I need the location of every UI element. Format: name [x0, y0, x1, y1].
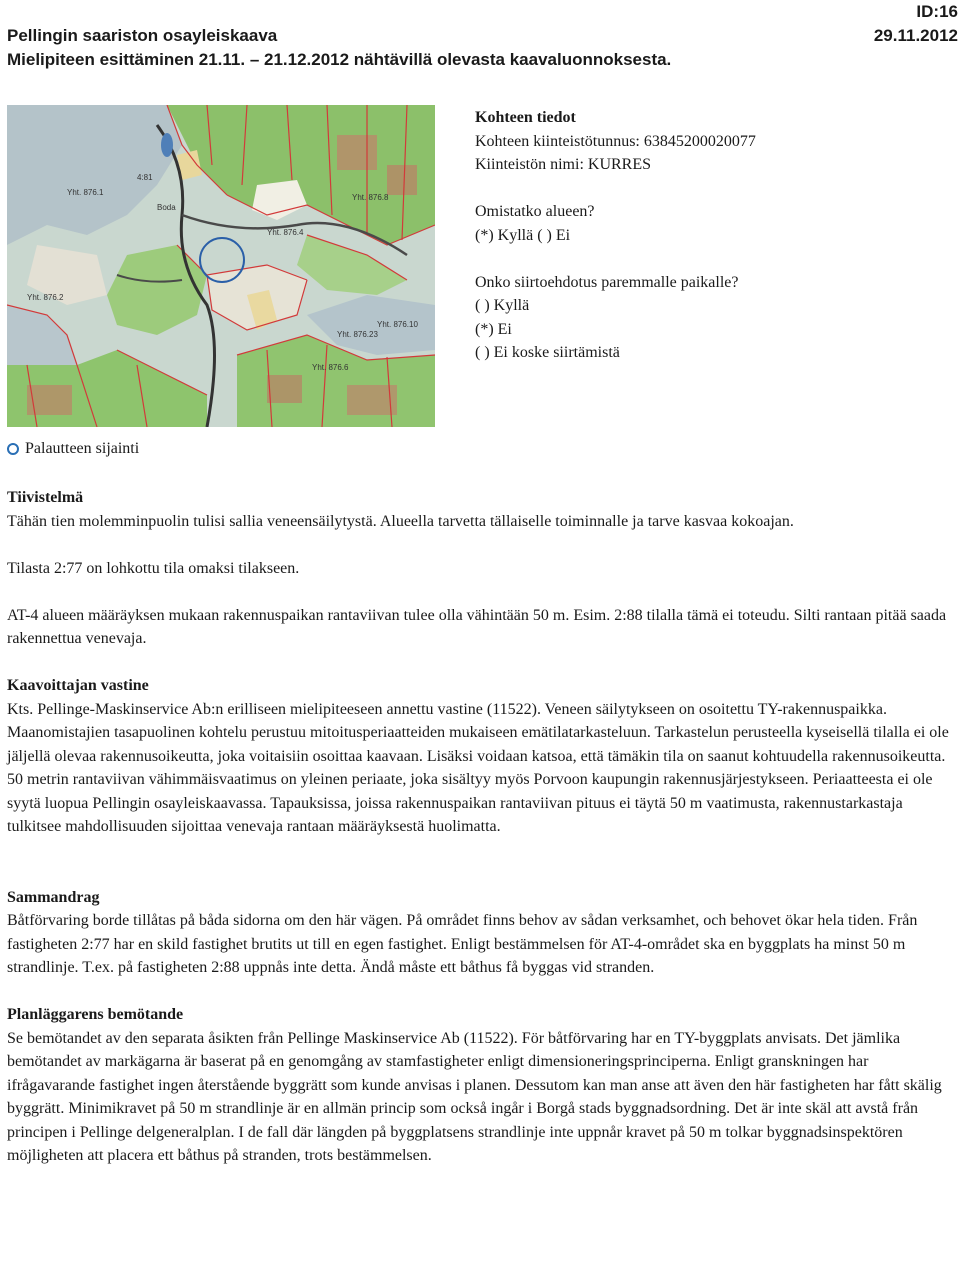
map-label: 4:81	[137, 173, 153, 182]
map-label: Boda	[157, 203, 176, 212]
summary-fi-p3: AT-4 alueen määräyksen mukaan rakennuspaikan rantaviivan tulee olla vähintään 50 m. Esim. 2:88 tilalla tämä ei toteudu. Silti rantaan pitää saada rakennettua venevaja.	[7, 606, 947, 647]
feedback-id: ID:16	[916, 2, 958, 21]
location-legend-label: Palautteen sijainti	[25, 440, 140, 457]
summary-fi-p2: Tilasta 2:77 on lohkottu tila omaksi tilakseen.	[7, 559, 300, 577]
location-marker-icon	[7, 443, 19, 455]
summary-sv-p1: Båtförvaring borde tillåtas på båda sidorna om den här vägen. På området finns behov av sådan verksamhet, och behovet ökar hela tiden. Från fastigheten 2:77 har en skild fastighet brutits ut till en egen fastighet. Enligt bestämmelsen för AT-4-området ska en byggplats ha minst 50 m strandlinje. T.ex. på fastigheten 2:88 uppnås inte detta. Ändå måste ett båthus få byggas vid stranden.	[7, 912, 918, 976]
response-fi-p2: Maanomistajien tasapuolinen kohtelu perustuu mitoitusperiaatteiden mukaiseen emätilatarkasteluun. Tarkastelun perusteella kyseisellä tilalla ei ole jäljellä olevaa rakennusoikeutta, joka voitaisiin osoittaa kaavaan. Lisäksi voidaan katsoa, että tämäkin tila on saanut kohtuudella rakennusoikeutta. 50 metrin rantaviivan vähimmäisvaatimus on yleinen periaate, joka sisältyy myös Porvoon kaupungin rakennusjärjestykseen. Periaatteesta ei ole syytä luopua Pellingin osayleiskaavassa. Tapauksissa, joissa rakennuspaikan rantaviivan pituus ei täytä 50 m vaatimusta, rakennustarkastaja tulkitsee mahdollisuuden sijoittaa venevaja rantaan määräyksestä huolimatta.	[7, 724, 949, 835]
relocation-option-no: (*) Ei	[475, 320, 512, 338]
relocation-question: Onko siirtoehdotus paremmalle paikalle?	[475, 273, 739, 291]
ownership-question: Omistatko alueen?	[475, 203, 595, 220]
property-details	[475, 106, 945, 365]
document-subtitle: Mielipiteen esittäminen 21.11. – 21.12.2012 nähtävillä olevasta kaavaluonnoksesta.	[7, 50, 672, 69]
map-image	[7, 105, 435, 427]
details-heading: Kohteen tiedot	[475, 109, 576, 126]
summary-fi-p1: Tähän tien molemminpuolin tulisi sallia veneensäilytystä. Alueella tarvetta tällaiselle toiminnalle ja tarve kasvaa kokoajan.	[7, 512, 794, 530]
response-sv-heading: Planläggarens bemötande	[7, 1006, 184, 1023]
map-label: Yht. 876.2	[27, 293, 64, 302]
response-fi-heading: Kaavoittajan vastine	[7, 677, 149, 694]
map-label: Yht. 876.1	[67, 188, 104, 197]
document-body	[7, 486, 952, 1168]
summary-fi-heading: Tiivistelmä	[7, 489, 84, 506]
map-label: Yht. 876.10	[377, 320, 418, 329]
ownership-answer: (*) Kyllä ( ) Ei	[475, 226, 571, 244]
relocation-option-yes: ( ) Kyllä	[475, 297, 530, 314]
summary-sv-heading: Sammandrag	[7, 888, 100, 906]
map-label: Yht. 876.8	[352, 193, 389, 202]
map-label: Yht. 876.6	[312, 363, 349, 372]
response-sv-p1: Se bemötandet av den separata åsikten från Pellinge Maskinservice Ab (11522). För båtförvaring har en TY-byggplats anvisats. Det jämlika bemötandet av markägarna är baserat på en genomgång av stamfastigheter enligt dimensioneringsprinciperna. Enligt granskningen har ifrågavarande fastighet ingen återstående byggrätt som kunde anvisas i planen. Dessutom kan man anse att även den här fastigheten har fått skälig byggrätt. Minimikravet på 50 m strandlinje är en allmän princip som också ingår i Borgå stads byggnadsordning. Det är inte skäl att avstå från principen i Pellinge delgeneralplan. I de fall där längden på byggplatsens strandlinje inte uppnår kravet på 50 m tolkar byggnadsinspektören möjligheten att placera ett båthus på stranden, trots bestämmelsen.	[7, 1029, 942, 1164]
property-id: Kohteen kiinteistötunnus: 63845200020077	[475, 132, 756, 150]
relocation-option-na: ( ) Ei koske siirtämistä	[475, 344, 620, 361]
location-map	[7, 105, 435, 427]
feedback-date: 29.11.2012	[873, 26, 958, 45]
document-meta	[874, 0, 958, 48]
map-label: Yht. 876.23	[337, 330, 378, 339]
property-name: Kiinteistön nimi: KURRES	[475, 156, 652, 173]
location-legend	[7, 437, 139, 461]
document-header	[7, 24, 671, 72]
response-fi-p1: Kts. Pellinge-Maskinservice Ab:n erilliseen mielipiteeseen annettu vastine (11522). Veneen säilytykseen on osoitettu TY-rakennuspaikka.	[7, 700, 887, 718]
map-label: Yht. 876.4	[267, 228, 304, 237]
document-title: Pellingin saariston osayleiskaava	[7, 26, 278, 45]
